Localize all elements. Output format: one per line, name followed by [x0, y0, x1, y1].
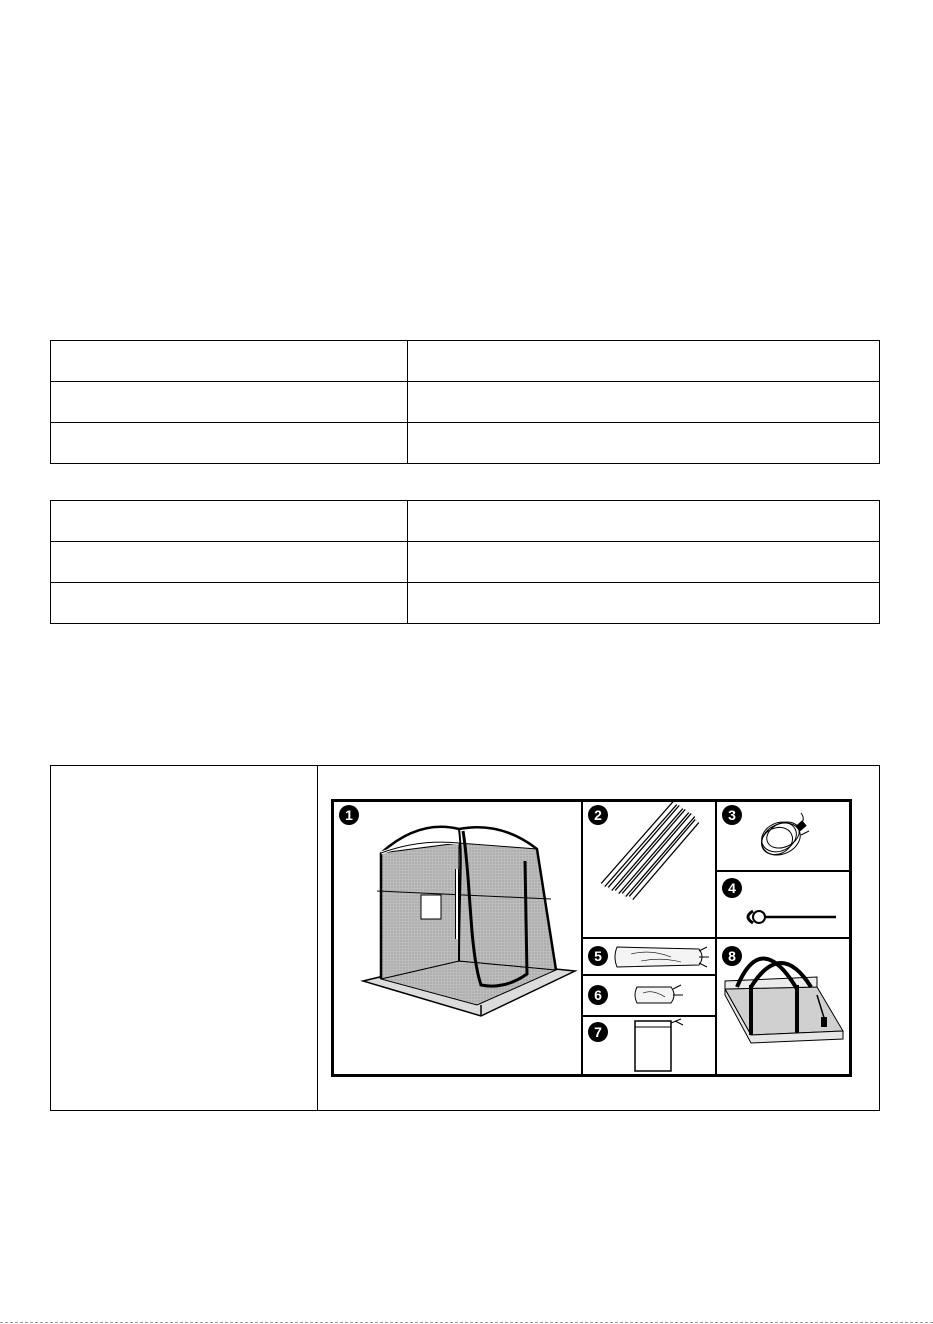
table-cell	[51, 542, 408, 583]
item-number: 3	[728, 807, 736, 823]
table-row	[51, 542, 880, 583]
item-number: 4	[728, 880, 736, 896]
table-row	[51, 423, 880, 464]
item-number: 6	[594, 987, 602, 1003]
pole-bag-icon	[615, 947, 709, 967]
item-number: 1	[345, 807, 353, 823]
table-row	[51, 382, 880, 423]
table-cell	[51, 382, 408, 423]
item-number: 7	[594, 1024, 602, 1040]
parts-list-box	[50, 765, 880, 1111]
table-cell	[51, 501, 408, 542]
item-number: 2	[594, 807, 602, 823]
parts-illustration	[331, 799, 853, 1079]
table-cell	[408, 423, 880, 464]
table-row	[51, 501, 880, 542]
table-cell	[51, 583, 408, 624]
page-edge	[0, 1322, 933, 1323]
table-cell	[408, 382, 880, 423]
spec-table-1	[50, 340, 880, 464]
item-number: 8	[728, 948, 736, 964]
item-number: 5	[594, 948, 602, 964]
table-cell	[51, 341, 408, 382]
table-cell	[408, 583, 880, 624]
table-row	[51, 583, 880, 624]
table-cell	[408, 542, 880, 583]
column-divider	[317, 766, 318, 1110]
table-row	[51, 341, 880, 382]
table-cell	[408, 341, 880, 382]
spec-table-2	[50, 500, 880, 624]
table-cell	[408, 501, 880, 542]
table-cell	[51, 423, 408, 464]
